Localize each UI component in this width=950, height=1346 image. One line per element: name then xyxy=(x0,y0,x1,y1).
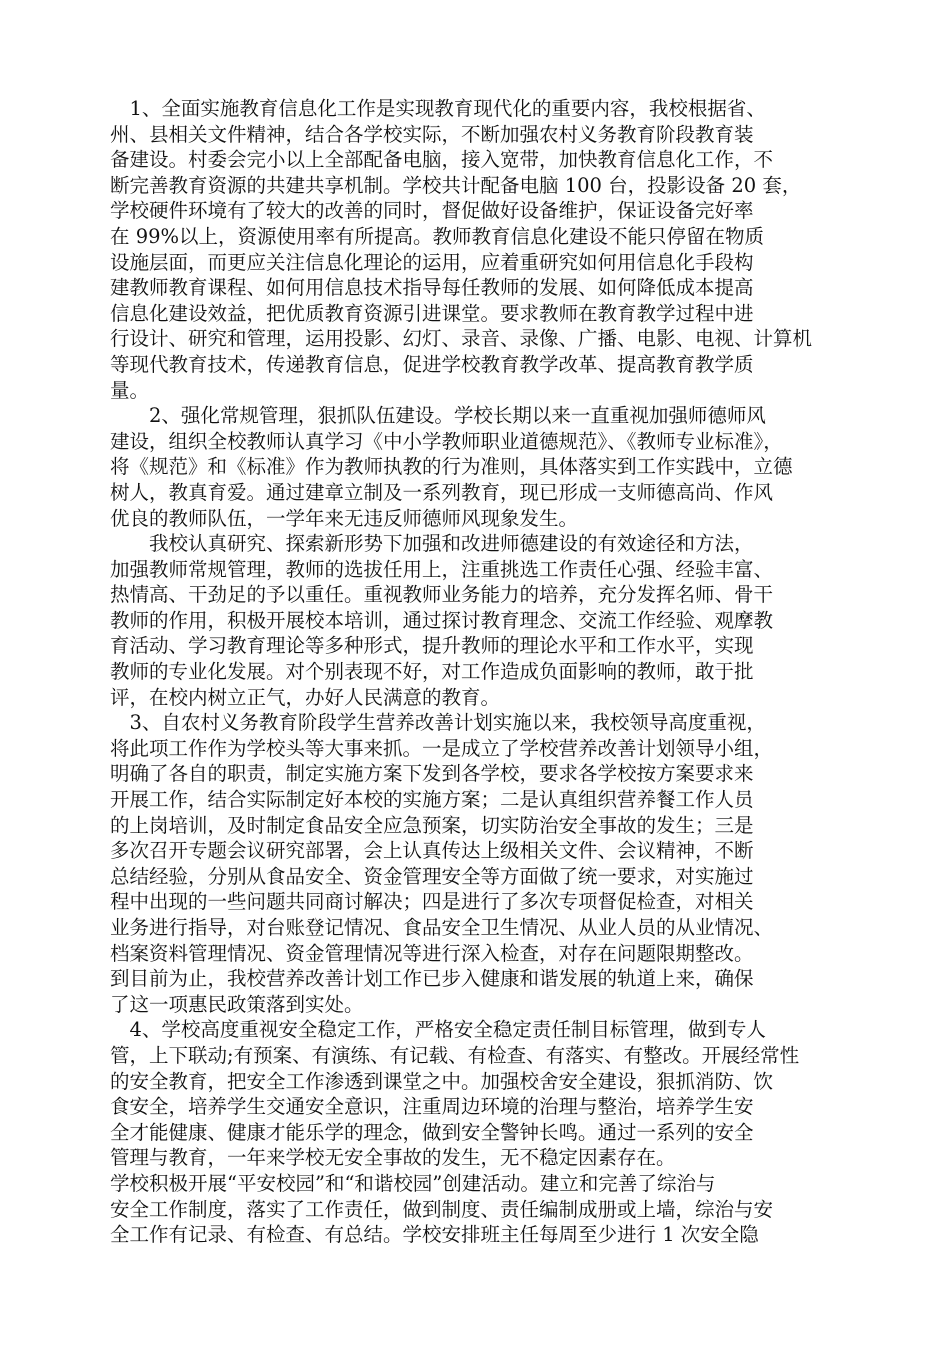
text-line: 多次召开专题会议研究部署，会上认真传达上级相关文件、会议精神，不断 xyxy=(110,839,754,863)
text-line: 将《规范》和《标准》作为教师执教的行为准则，具体落实到工作实践中，立德 xyxy=(110,455,793,479)
text-line: 将此项工作作为学校头等大事来抓。一是成立了学校营养改善计划领导小组， xyxy=(110,736,774,760)
text-line: 档案资料管理情况、资金管理情况等进行深入检查，对存在问题限期整改。 xyxy=(110,941,754,965)
text-line: 食安全，培养学生交通安全意识，注重周边环境的治理与整治，培养学生安 xyxy=(110,1095,754,1119)
document-page xyxy=(110,96,852,1248)
text-line: 信息化建设效益，把优质教育资源引进课堂。要求教师在教育教学过程中进 xyxy=(110,301,754,325)
text-line: 管理与教育，一年来学校无安全事故的发生，无不稳定因素存在。 xyxy=(110,1146,676,1170)
text-line: 总结经验，分别从食品安全、资金管理安全等方面做了统一要求，对实施过 xyxy=(110,864,754,888)
text-line: 的安全教育，把安全工作渗透到课堂之中。加强校舍安全建设，狠抓消防、饮 xyxy=(110,1069,774,1093)
text-line: 等现代教育技术，传递教育信息，促进学校教育教学改革、提高教育教学质 xyxy=(110,352,754,376)
text-line: 建教师教育课程、如何用信息技术指导每任教师的发展、如何降低成本提高 xyxy=(110,276,754,300)
text-line: 在 99%以上，资源使用率有所提高。教师教育信息化建设不能只停留在物质 xyxy=(110,224,765,248)
text-line: 学校硬件环境有了较大的改善的同时，督促做好设备维护，保证设备完好率 xyxy=(110,199,754,223)
text-line: 1、全面实施教育信息化工作是实现教育现代化的重要内容，我校根据省、 xyxy=(110,97,766,120)
text-line: 建设，组织全校教师认真学习《中小学教师职业道德规范》、《教师专业标准》， xyxy=(110,429,783,453)
text-line: 的上岗培训，及时制定食品安全应急预案，切实防治安全事故的发生；三是 xyxy=(110,813,754,837)
text-line: 明确了各自的职责，制定实施方案下发到各学校，要求各学校按方案要求来 xyxy=(110,762,754,786)
paragraph-informatization xyxy=(110,96,852,403)
text-line: 4、学校高度重视安全稳定工作，严格安全稳定责任制目标管理，做到专人 xyxy=(110,1018,766,1042)
text-line: 备建设。村委会完小以上全部配备电脑，接入宽带，加快教育信息化工作，不 xyxy=(110,148,774,172)
text-line: 设施层面，而更应关注信息化理论的运用，应着重研究如何用信息化手段构 xyxy=(110,250,754,274)
text-line: 育活动、学习教育理论等多种形式，提升教师的理论水平和工作水平，实现 xyxy=(110,634,754,658)
text-line: 加强教师常规管理，教师的选拔任用上，注重挑选工作责任心强、经验丰富、 xyxy=(110,557,774,581)
text-line: 2、强化常规管理，狠抓队伍建设。学校长期以来一直重视加强师德师风 xyxy=(110,404,766,428)
paragraph-safe-campus xyxy=(110,1171,852,1248)
text-line: 热情高、干劲足的予以重任。重视教师业务能力的培养，充分发挥名师、骨干 xyxy=(110,583,774,607)
text-line: 州、县相关文件精神，结合各学校实际，不断加强农村义务教育阶段教育装 xyxy=(110,122,754,146)
paragraph-safety-stability xyxy=(110,1017,852,1171)
text-line: 业务进行指导，对台账登记情况、食品安全卫生情况、从业人员的从业情况、 xyxy=(110,916,774,939)
text-line: 断完善教育资源的共建共享机制。学校共计配备电脑 100 台，投影设备 20 套， xyxy=(110,173,802,197)
text-line: 教师的作用，积极开展校本培训，通过探讨教育理念、交流工作经验、观摩教 xyxy=(110,608,774,632)
text-line: 我校认真研究、探索新形势下加强和改进师德建设的有效途径和方法， xyxy=(110,532,754,556)
text-line: 程中出现的一些问题共同商讨解决；四是进行了多次专项督促检查，对相关 xyxy=(110,890,754,914)
text-line: 安全工作制度，落实了工作责任，做到制度、责任编制成册或上墙，综治与安 xyxy=(110,1197,774,1221)
text-line: 树人，教真育爱。通过建章立制及一系列教育，现已形成一支师德高尚、作风 xyxy=(110,480,774,504)
text-line: 开展工作，结合实际制定好本校的实施方案；二是认真组织营养餐工作人员 xyxy=(110,788,754,812)
text-line: 教师的专业化发展。对个别表现不好，对工作造成负面影响的教师，敢于批 xyxy=(110,660,754,684)
text-line: 全才能健康、健康才能乐学的理念，做到安全警钟长鸣。通过一系列的安全 xyxy=(110,1120,754,1144)
text-line: 管，上下联动;有预案、有演练、有记载、有检查、有落实、有整改。开展经常性 xyxy=(110,1043,800,1067)
paragraph-teacher-ethics xyxy=(110,403,852,531)
text-line: 到目前为止，我校营养改善计划工作已步入健康和谐发展的轨道上来，确保 xyxy=(110,967,754,991)
text-line: 学校积极开展“平安校园”和“和谐校园”创建活动。建立和完善了综治与 xyxy=(110,1171,716,1195)
text-line: 行设计、研究和管理，运用投影、幻灯、录音、录像、广播、电影、电视、计算机 xyxy=(110,327,813,351)
text-line: 评，在校内树立正气，办好人民满意的教育。 xyxy=(110,685,501,709)
paragraph-teacher-management xyxy=(110,531,852,710)
text-line: 量。 xyxy=(110,378,150,402)
text-line: 3、自农村义务教育阶段学生营养改善计划实施以来，我校领导高度重视， xyxy=(110,711,766,735)
text-line: 优良的教师队伍，一学年来无违反师德师风现象发生。 xyxy=(110,506,579,530)
paragraph-nutrition-plan xyxy=(110,710,852,1017)
text-line: 全工作有记录、有检查、有总结。学校安排班主任每周至少进行 1 次安全隐 xyxy=(110,1223,759,1247)
text-line: 了这一项惠民政策落到实处。 xyxy=(110,992,364,1016)
